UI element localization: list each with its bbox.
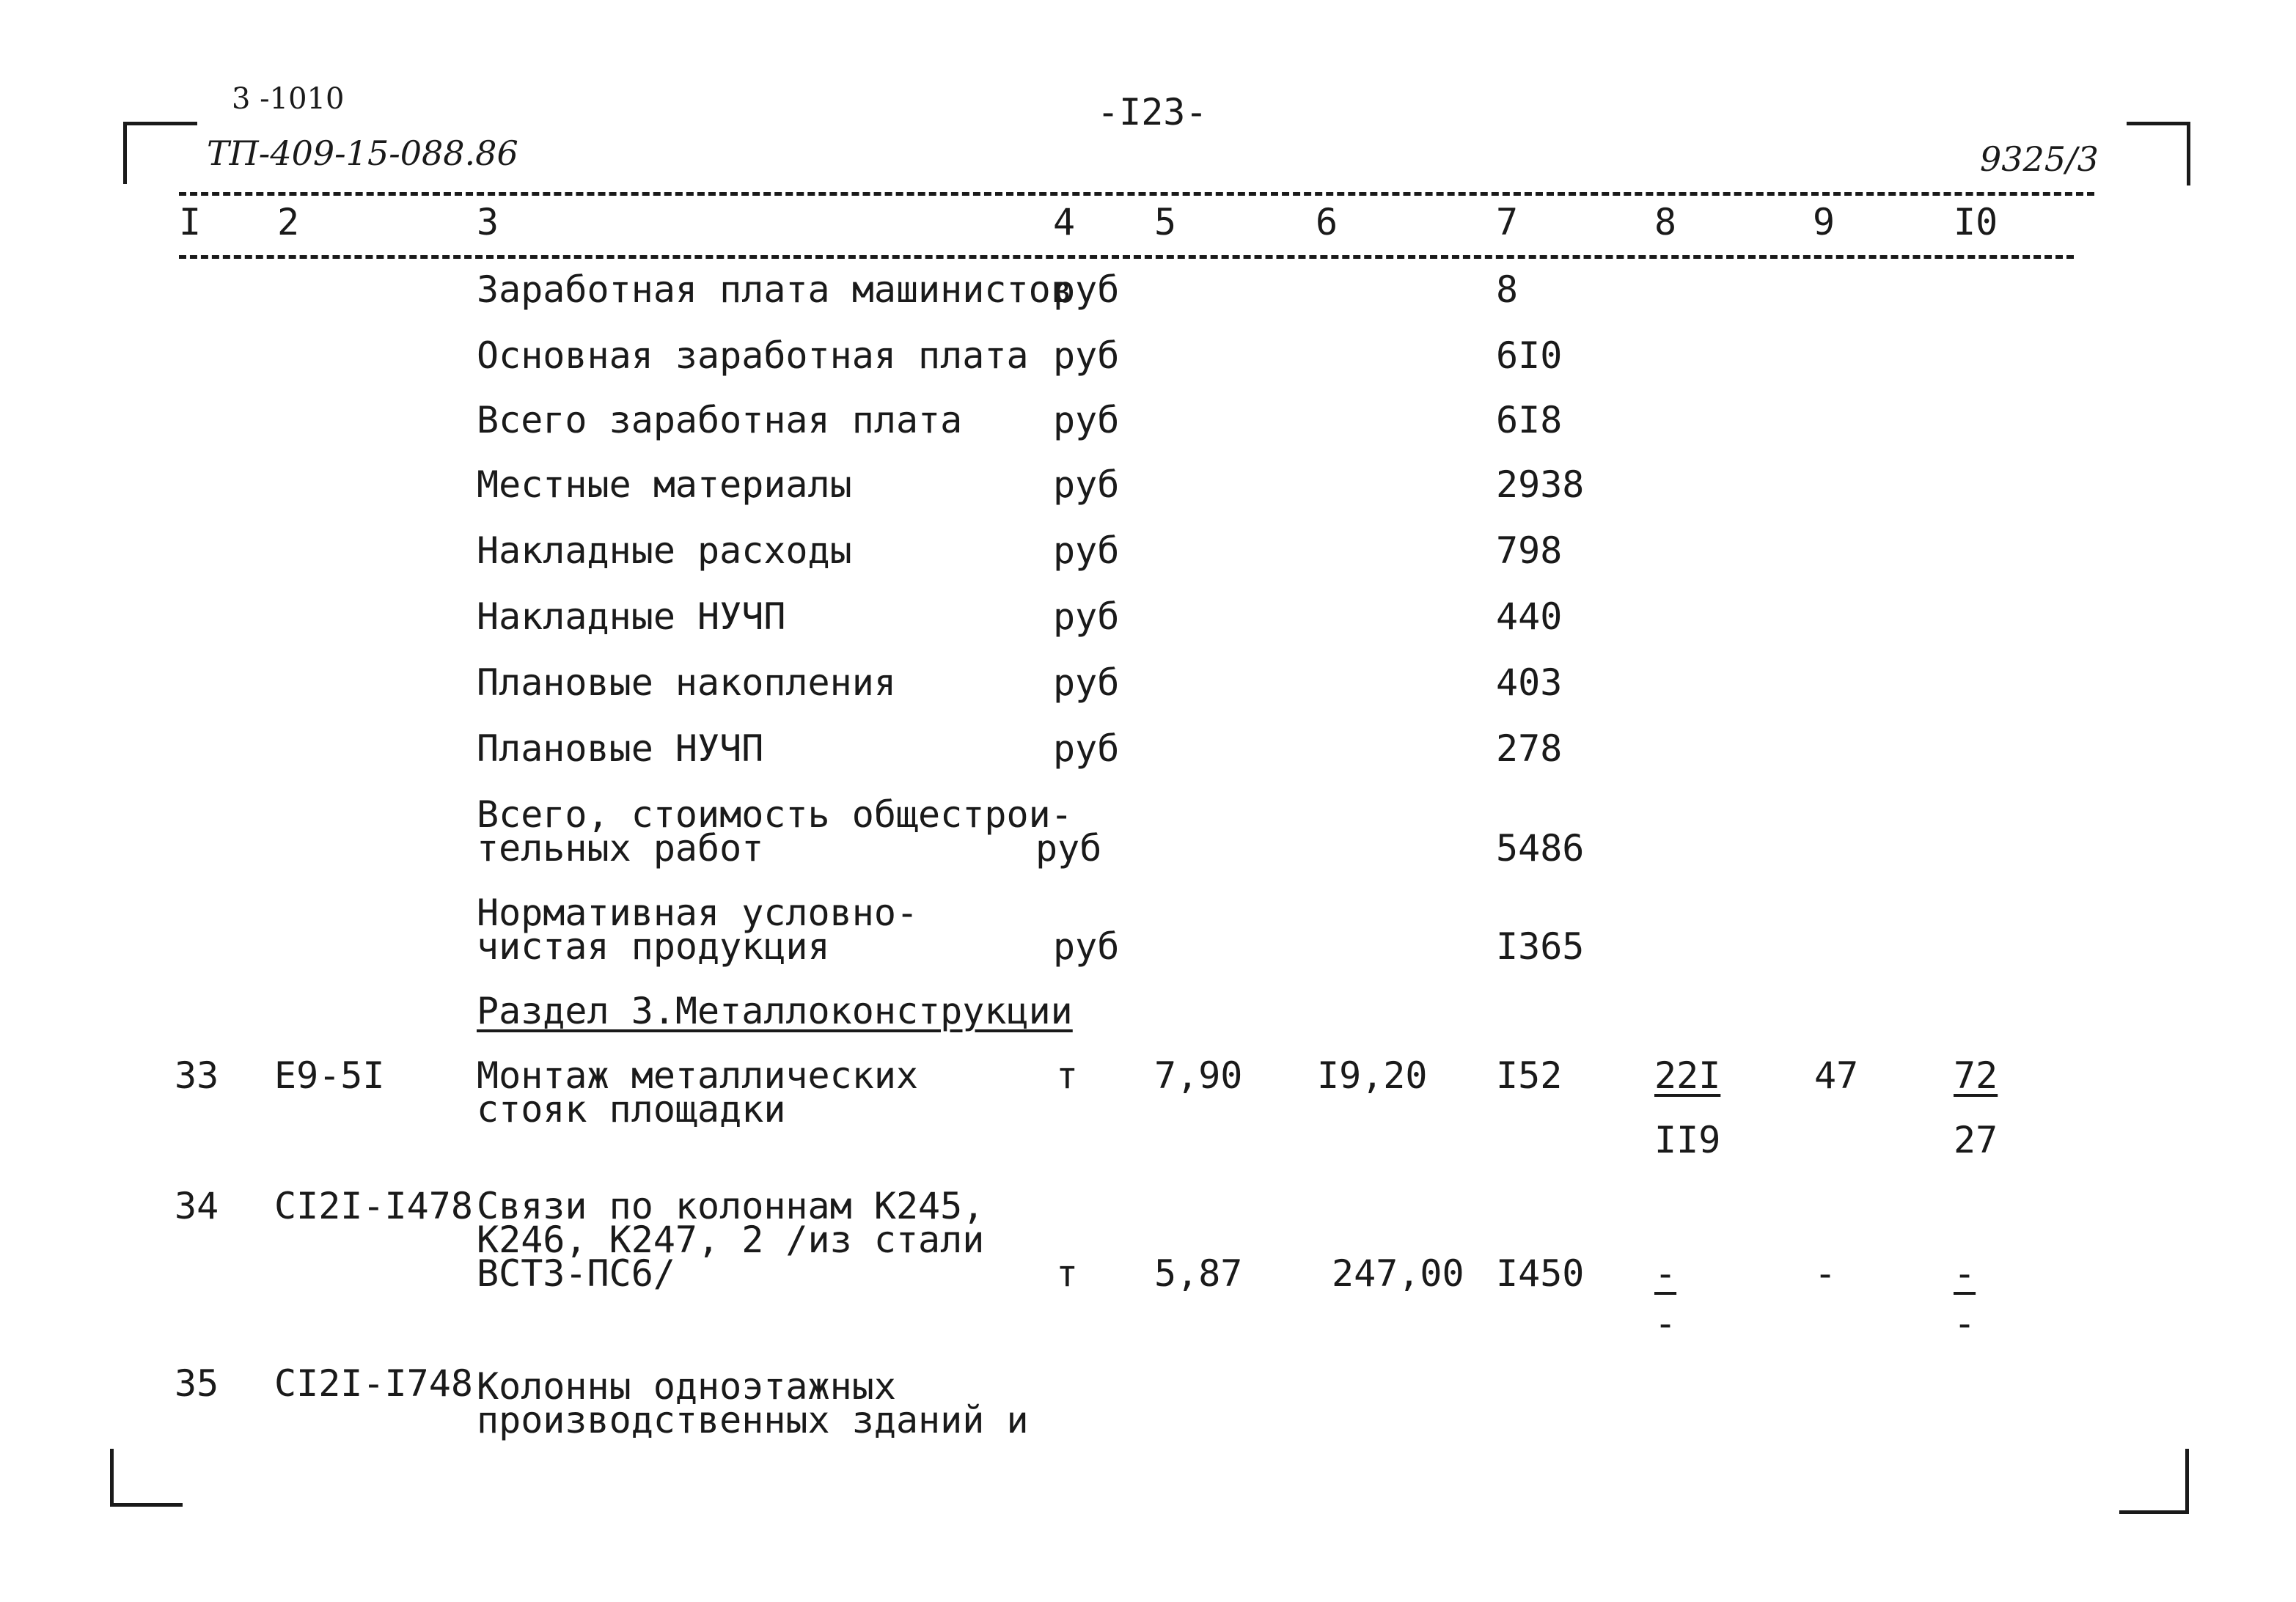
summary-name: Плановые накопления <box>477 661 896 704</box>
header-bottom-rule <box>179 255 2074 259</box>
item-quantity: 7,90 <box>1154 1054 1243 1097</box>
item-number: 35 <box>175 1362 219 1405</box>
item-total: I52 <box>1496 1054 1563 1097</box>
summary-unit: руб <box>1053 595 1120 638</box>
item-name-line-2: производственных зданий и <box>477 1399 1029 1441</box>
section-title: Раздел 3.Металлоконструкции <box>477 990 1073 1032</box>
item-name-line-2: стояк площадки <box>477 1088 786 1131</box>
item-col10-bottom: - <box>1954 1302 1976 1345</box>
summary-name: Накладные НУЧП <box>477 595 786 638</box>
summary-value: 2938 <box>1496 463 1585 506</box>
item-quantity: 5,87 <box>1154 1252 1243 1295</box>
norm-unit: руб <box>1053 925 1120 968</box>
total-unit: руб <box>1035 827 1102 870</box>
item-unit: т <box>1056 1252 1079 1295</box>
column-header-10: I0 <box>1954 201 1998 243</box>
column-header-4: 4 <box>1053 201 1076 243</box>
item-col8-top: - <box>1654 1252 1677 1295</box>
item-code: СI2I-I478 <box>274 1185 473 1227</box>
page-number: -I23- <box>1097 91 1208 133</box>
item-col8-bottom: II9 <box>1654 1119 1721 1161</box>
sheet-reference: 9325/3 <box>1980 139 2099 179</box>
item-col9: 47 <box>1814 1054 1859 1097</box>
archive-stamp: 3 -1010 <box>232 82 345 116</box>
item-number: 33 <box>175 1054 219 1097</box>
item-number: 34 <box>175 1185 219 1227</box>
summary-value: 403 <box>1496 661 1563 704</box>
corner-mark-top-left <box>123 122 197 184</box>
corner-mark-bottom-left <box>110 1449 183 1507</box>
column-header-2: 2 <box>277 201 300 243</box>
item-col9: - <box>1814 1252 1837 1295</box>
summary-unit: руб <box>1053 529 1120 572</box>
column-header-7: 7 <box>1496 201 1519 243</box>
item-name-line-3: ВСТЗ-ПС6/ <box>477 1252 675 1295</box>
summary-value: 6I0 <box>1496 334 1563 377</box>
corner-mark-bottom-right <box>2119 1449 2189 1514</box>
norm-name-line-2: чистая продукция <box>477 925 830 968</box>
summary-unit: руб <box>1053 661 1120 704</box>
item-col10-top: - <box>1954 1252 1976 1295</box>
column-header-9: 9 <box>1813 201 1835 243</box>
summary-value: 6I8 <box>1496 399 1563 441</box>
item-col8-bottom: - <box>1654 1302 1677 1345</box>
summary-value: 278 <box>1496 727 1563 770</box>
summary-unit: руб <box>1053 399 1120 441</box>
summary-name: Местные материалы <box>477 463 852 506</box>
item-col10-top: 72 <box>1954 1054 1998 1097</box>
total-name-line-1: Всего, стоимость общестрои- <box>477 793 1073 836</box>
item-name-line-2: К246, К247, 2 /из стали <box>477 1219 985 1261</box>
summary-name: Всего заработная плата <box>477 399 963 441</box>
item-total: I450 <box>1496 1252 1585 1295</box>
column-header-3: 3 <box>477 201 499 243</box>
summary-value: 798 <box>1496 529 1563 572</box>
item-unit-price: I9,20 <box>1317 1054 1428 1097</box>
summary-value: 8 <box>1496 268 1519 311</box>
item-code: СI2I-I748 <box>274 1362 473 1405</box>
column-header-5: 5 <box>1154 201 1177 243</box>
item-col8-top: 22I <box>1654 1054 1721 1097</box>
item-col10-bottom: 27 <box>1954 1119 1998 1161</box>
item-name-line-1: Связи по колоннам К245, <box>477 1185 985 1227</box>
summary-name: Основная заработная плата <box>477 334 1029 377</box>
summary-name: Плановые НУЧП <box>477 727 764 770</box>
summary-value: 440 <box>1496 595 1563 638</box>
column-header-1: I <box>179 201 202 243</box>
item-name-line-1: Колонны одноэтажных <box>477 1365 896 1408</box>
column-header-8: 8 <box>1654 201 1677 243</box>
summary-unit: руб <box>1053 727 1120 770</box>
item-unit-price: 247,00 <box>1332 1252 1464 1295</box>
column-header-6: 6 <box>1316 201 1338 243</box>
summary-unit: руб <box>1053 268 1120 311</box>
document-code: ТП-409-15-088.86 <box>207 133 518 173</box>
norm-value: I365 <box>1496 925 1585 968</box>
summary-name: Заработная плата машинистов <box>477 268 1073 311</box>
norm-name-line-1: Нормативная условно- <box>477 892 919 934</box>
corner-mark-top-right <box>2127 122 2190 185</box>
item-code: Е9-5I <box>274 1054 385 1097</box>
total-value: 5486 <box>1496 827 1585 870</box>
summary-unit: руб <box>1053 463 1120 506</box>
total-name-line-2: тельных работ <box>477 827 764 870</box>
summary-name: Накладные расходы <box>477 529 852 572</box>
summary-unit: руб <box>1053 334 1120 377</box>
item-unit: т <box>1056 1054 1079 1097</box>
header-top-rule <box>179 192 2094 196</box>
item-name-line-1: Монтаж металлических <box>477 1054 919 1097</box>
